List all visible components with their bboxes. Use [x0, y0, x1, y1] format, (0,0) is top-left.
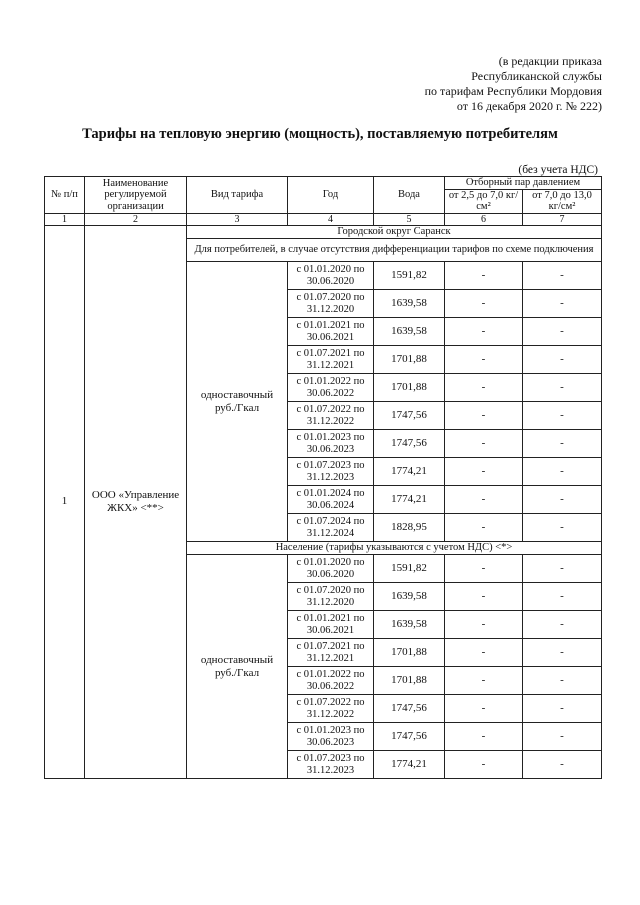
steam-low-value: - — [445, 318, 523, 346]
steam-high-value: - — [523, 486, 602, 514]
org-name: ООО «Управление ЖКХ» <**> — [85, 226, 187, 779]
col-number: 4 — [288, 213, 374, 226]
page-title: Тарифы на тепловую энергию (мощность), поставляемую потребителям — [82, 126, 558, 142]
header-steam: Отборный пар давлением — [445, 177, 602, 190]
district-name: Городской округ Саранск — [187, 226, 602, 239]
period-cell: с 01.07.2020 по 31.12.2020 — [288, 583, 374, 611]
water-value: 1774,21 — [374, 458, 445, 486]
edition-line: Республиканской службы — [471, 69, 602, 83]
steam-high-value: - — [523, 262, 602, 290]
steam-low-value: - — [445, 555, 523, 583]
water-value: 1701,88 — [374, 667, 445, 695]
water-value: 1639,58 — [374, 290, 445, 318]
col-number: 3 — [187, 213, 288, 226]
steam-low-value: - — [445, 583, 523, 611]
water-value: 1828,95 — [374, 514, 445, 542]
steam-low-value: - — [445, 751, 523, 779]
row-index: 1 — [45, 226, 85, 779]
district-row — [45, 226, 602, 239]
period-cell: с 01.07.2024 по 31.12.2024 — [288, 514, 374, 542]
steam-high-value: - — [523, 346, 602, 374]
water-value: 1747,56 — [374, 430, 445, 458]
steam-low-value: - — [445, 458, 523, 486]
steam-low-value: - — [445, 346, 523, 374]
steam-low-value: - — [445, 486, 523, 514]
edition-line: (в редакции приказа — [498, 54, 602, 68]
header-kind: Вид тарифа — [187, 177, 288, 214]
water-value: 1591,82 — [374, 555, 445, 583]
period-cell: с 01.01.2020 по 30.06.2020 — [288, 262, 374, 290]
steam-high-value: - — [523, 639, 602, 667]
steam-low-value: - — [445, 290, 523, 318]
water-value: 1747,56 — [374, 695, 445, 723]
steam-high-value: - — [523, 611, 602, 639]
steam-low-value: - — [445, 402, 523, 430]
edition-line: от 16 декабря 2020 г. № 222) — [456, 99, 602, 113]
steam-low-value: - — [445, 695, 523, 723]
tariff-kind: одноставочный руб./Гкал — [187, 262, 288, 542]
steam-high-value: - — [523, 318, 602, 346]
steam-low-value: - — [445, 430, 523, 458]
section-title: Население (тарифы указываются с учетом НДС) <*> — [187, 542, 602, 555]
column-number-row — [45, 213, 602, 226]
water-value: 1701,88 — [374, 639, 445, 667]
col-number: 1 — [45, 213, 85, 226]
water-value: 1774,21 — [374, 486, 445, 514]
col-number: 7 — [523, 213, 602, 226]
period-cell: с 01.01.2020 по 30.06.2020 — [288, 555, 374, 583]
water-value: 1701,88 — [374, 374, 445, 402]
period-cell: с 01.07.2023 по 31.12.2023 — [288, 458, 374, 486]
steam-high-value: - — [523, 667, 602, 695]
header-num: № п/п — [45, 177, 85, 214]
period-cell: с 01.01.2023 по 30.06.2023 — [288, 430, 374, 458]
steam-low-value: - — [445, 639, 523, 667]
water-value: 1591,82 — [374, 262, 445, 290]
period-cell: с 01.07.2020 по 31.12.2020 — [288, 290, 374, 318]
period-cell: с 01.07.2021 по 31.12.2021 — [288, 639, 374, 667]
steam-high-value: - — [523, 290, 602, 318]
header-row — [45, 177, 602, 190]
steam-low-value: - — [445, 611, 523, 639]
steam-high-value: - — [523, 583, 602, 611]
water-value: 1747,56 — [374, 402, 445, 430]
steam-high-value: - — [523, 402, 602, 430]
period-cell: с 01.01.2023 по 30.06.2023 — [288, 723, 374, 751]
steam-high-value: - — [523, 723, 602, 751]
header-steam-low: от 2,5 до 7,0 кг/см² — [445, 189, 523, 213]
steam-high-value: - — [523, 555, 602, 583]
period-cell: с 01.01.2021 по 30.06.2021 — [288, 611, 374, 639]
col-number: 2 — [85, 213, 187, 226]
water-value: 1639,58 — [374, 611, 445, 639]
steam-high-value: - — [523, 514, 602, 542]
header-org: Наименование регулируемой организации — [85, 177, 187, 214]
water-value: 1639,58 — [374, 318, 445, 346]
steam-low-value: - — [445, 262, 523, 290]
col-number: 5 — [374, 213, 445, 226]
header-steam-high: от 7,0 до 13,0 кг/см² — [523, 189, 602, 213]
steam-low-value: - — [445, 514, 523, 542]
steam-high-value: - — [523, 695, 602, 723]
period-cell: с 01.07.2023 по 31.12.2023 — [288, 751, 374, 779]
vat-note: (без учета НДС) — [518, 164, 598, 176]
section-title: Для потребителей, в случае отсутствия дифференциации тарифов по схеме подключения — [187, 239, 602, 262]
period-cell: с 01.07.2021 по 31.12.2021 — [288, 346, 374, 374]
period-cell: с 01.01.2024 по 30.06.2024 — [288, 486, 374, 514]
steam-high-value: - — [523, 458, 602, 486]
period-cell: с 01.01.2021 по 30.06.2021 — [288, 318, 374, 346]
water-value: 1639,58 — [374, 583, 445, 611]
steam-low-value: - — [445, 723, 523, 751]
water-value: 1774,21 — [374, 751, 445, 779]
steam-low-value: - — [445, 667, 523, 695]
steam-low-value: - — [445, 374, 523, 402]
steam-high-value: - — [523, 751, 602, 779]
period-cell: с 01.07.2022 по 31.12.2022 — [288, 402, 374, 430]
water-value: 1701,88 — [374, 346, 445, 374]
header-water: Вода — [374, 177, 445, 214]
edition-line: по тарифам Республики Мордовия — [424, 84, 602, 98]
col-number: 6 — [445, 213, 523, 226]
header-year: Год — [288, 177, 374, 214]
period-cell: с 01.07.2022 по 31.12.2022 — [288, 695, 374, 723]
edition-note — [425, 54, 602, 114]
tariff-table — [44, 176, 602, 779]
water-value: 1747,56 — [374, 723, 445, 751]
tariff-kind: одноставочный руб./Гкал — [187, 555, 288, 779]
period-cell: с 01.01.2022 по 30.06.2022 — [288, 667, 374, 695]
period-cell: с 01.01.2022 по 30.06.2022 — [288, 374, 374, 402]
steam-high-value: - — [523, 374, 602, 402]
steam-high-value: - — [523, 430, 602, 458]
